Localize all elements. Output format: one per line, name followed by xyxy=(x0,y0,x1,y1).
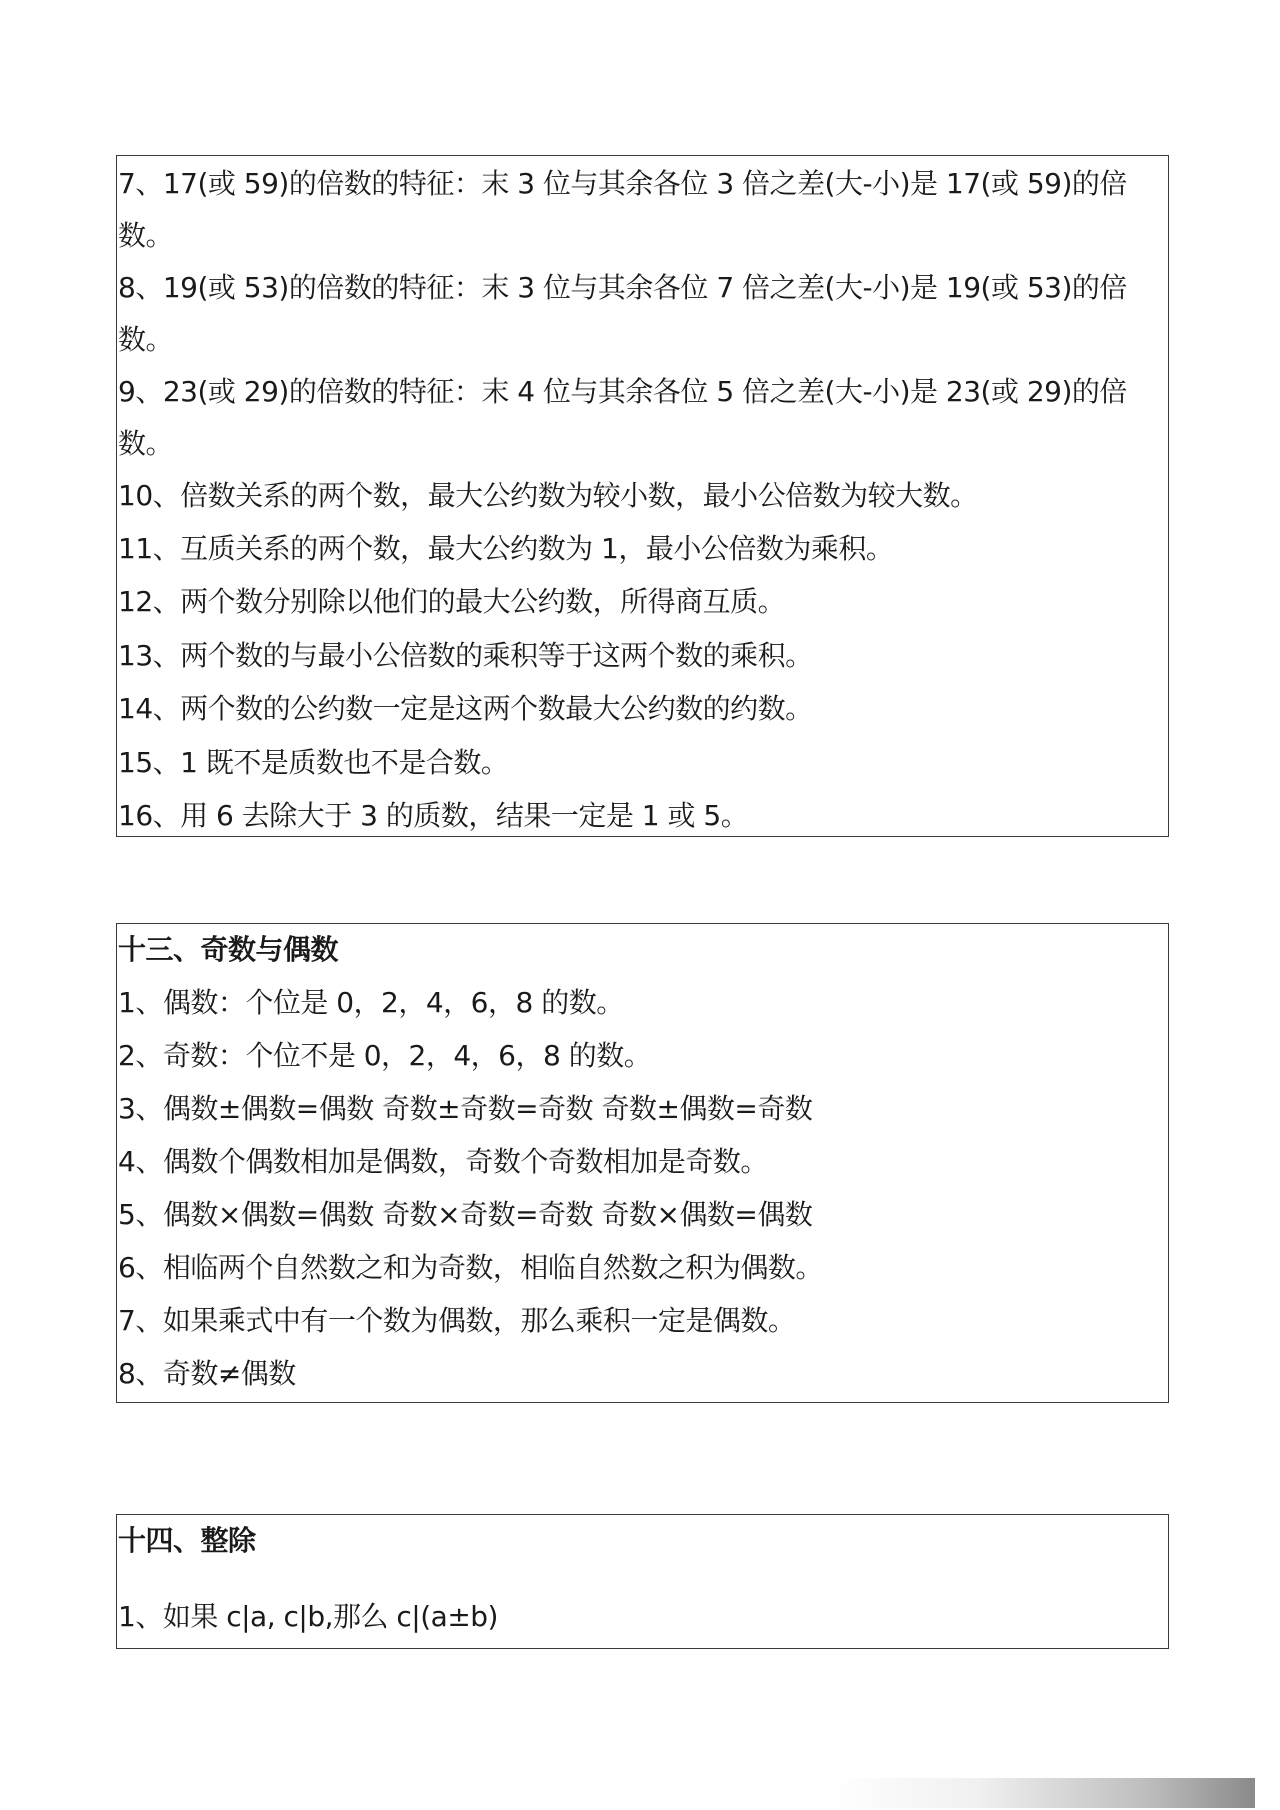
rule-line: 13、两个数的与最小公倍数的乘积等于这两个数的乘积。 xyxy=(118,639,813,672)
rule-line: 15、1 既不是质数也不是合数。 xyxy=(118,746,509,779)
section-odd-even xyxy=(116,923,1169,1403)
rule-line: 2、奇数：个位不是 0，2，4，6，8 的数。 xyxy=(118,1039,652,1072)
section-heading: 十四、整除 xyxy=(118,1524,256,1557)
rule-line: 7、如果乘式中有一个数为偶数，那么乘积一定是偶数。 xyxy=(118,1304,796,1337)
rule-line: 6、相临两个自然数之和为奇数，相临自然数之积为偶数。 xyxy=(118,1251,823,1284)
rule-line: 14、两个数的公约数一定是这两个数最大公约数的约数。 xyxy=(118,692,813,725)
rule-line: 5、偶数×偶数=偶数 奇数×奇数=奇数 奇数×偶数=偶数 xyxy=(118,1198,813,1231)
rule-line: 1、如果 c|a, c|b,那么 c|(a±b) xyxy=(118,1600,498,1633)
rule-line: 10、倍数关系的两个数，最大公约数为较小数，最小公倍数为较大数。 xyxy=(118,479,978,512)
rule-line: 8、奇数≠偶数 xyxy=(118,1357,296,1390)
rule-line: 9、23(或 29)的倍数的特征：末 4 位与其余各位 5 倍之差(大-小)是 23(或 29)的倍 xyxy=(118,375,1127,408)
rule-line: 16、用 6 去除大于 3 的质数，结果一定是 1 或 5。 xyxy=(118,799,749,832)
rule-line: 12、两个数分别除以他们的最大公约数，所得商互质。 xyxy=(118,585,786,618)
rule-line: 8、19(或 53)的倍数的特征：末 3 位与其余各位 7 倍之差(大-小)是 19(或 53)的倍 xyxy=(118,271,1127,304)
rule-line: 数。 xyxy=(118,427,174,460)
rule-line: 11、互质关系的两个数，最大公约数为 1，最小公倍数为乘积。 xyxy=(118,532,894,565)
section-divisibility xyxy=(116,1514,1169,1649)
rule-line: 7、17(或 59)的倍数的特征：末 3 位与其余各位 3 倍之差(大-小)是 17(或 59)的倍 xyxy=(118,167,1127,200)
rule-line: 数。 xyxy=(118,323,174,356)
section-divisibility-rules xyxy=(116,155,1169,837)
rule-line: 4、偶数个偶数相加是偶数，奇数个奇数相加是奇数。 xyxy=(118,1145,768,1178)
page-edge-shadow xyxy=(830,1778,1255,1808)
rule-line: 数。 xyxy=(118,219,174,252)
rule-line: 3、偶数±偶数=偶数 奇数±奇数=奇数 奇数±偶数=奇数 xyxy=(118,1092,813,1125)
rule-line: 1、偶数：个位是 0，2，4，6，8 的数。 xyxy=(118,986,624,1019)
section-heading: 十三、奇数与偶数 xyxy=(118,933,339,966)
